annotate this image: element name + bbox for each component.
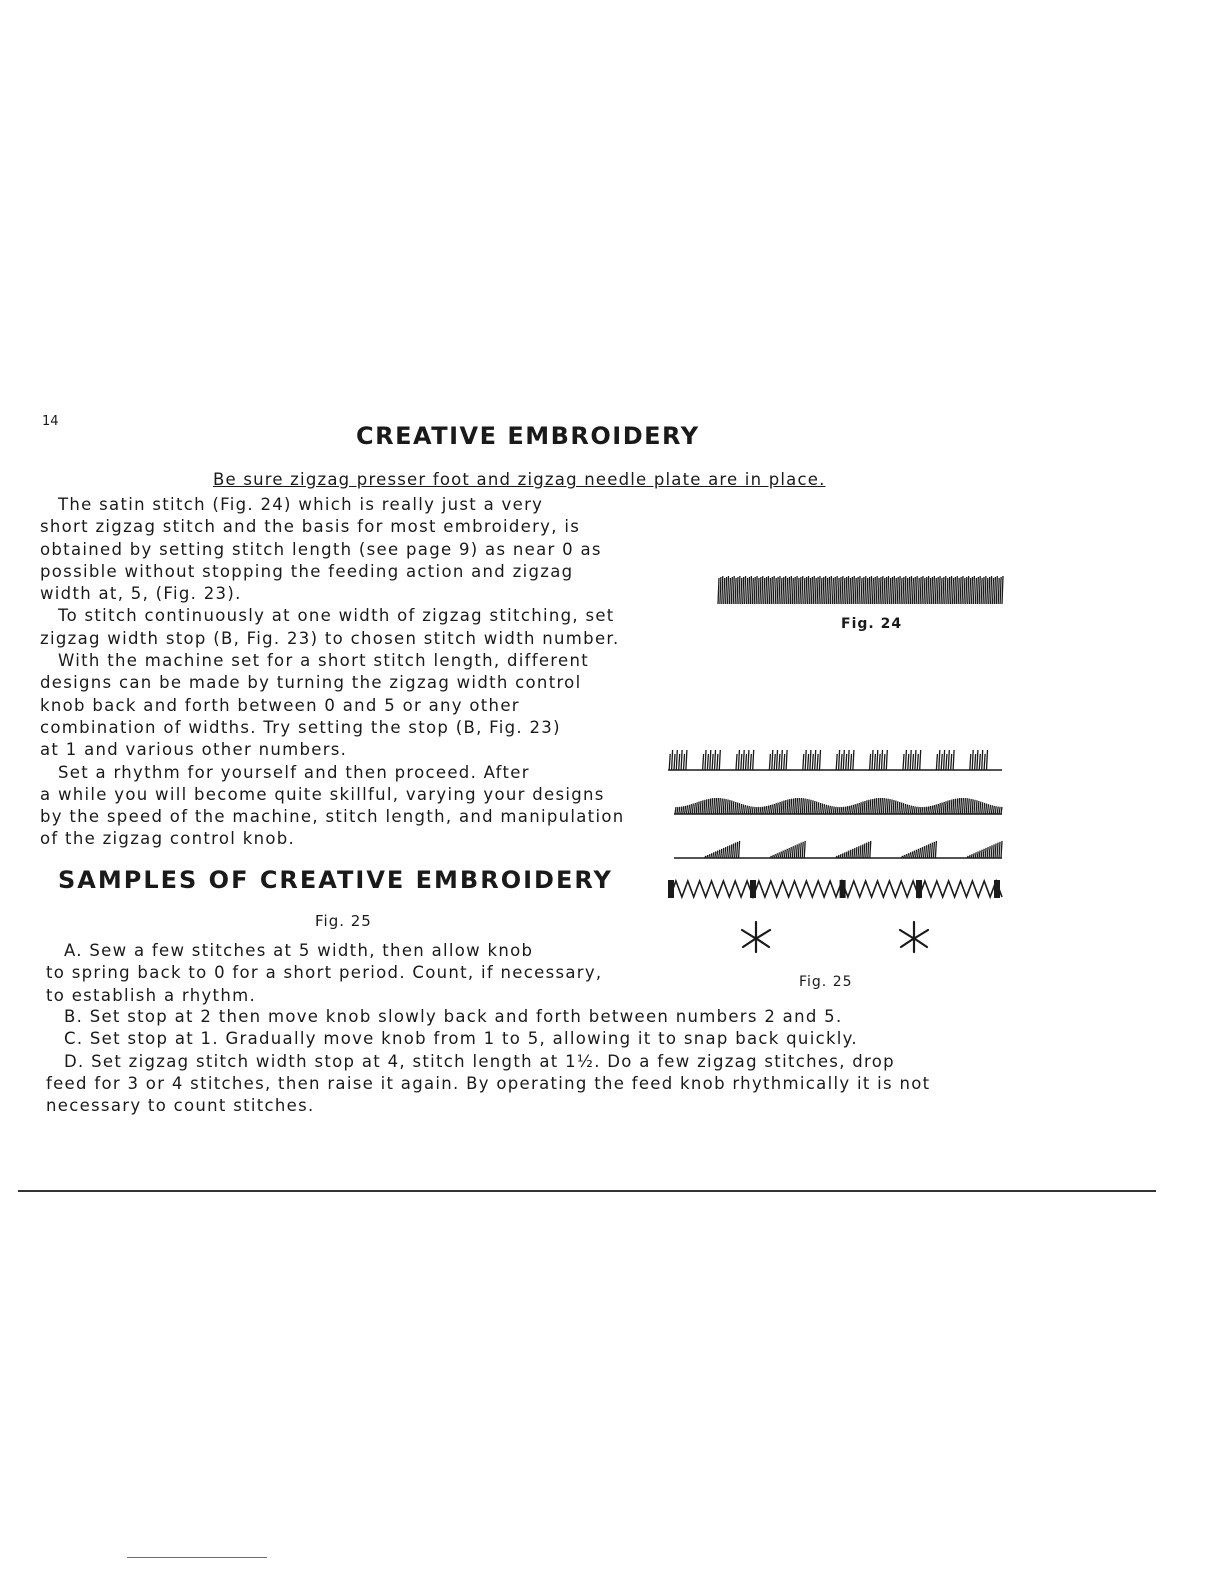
fig25-caption: Fig. 25 (799, 974, 853, 990)
sample-c-stitches (705, 841, 1002, 858)
sample-d-dense-block (750, 880, 756, 898)
text-line: To stitch continuously at one width of zigzag stitching, set (58, 606, 615, 626)
satin-stitch-paragraph (40, 494, 630, 851)
text-line: zigzag width stop (B, Fig. 23) to chosen stitch width number. (40, 628, 620, 648)
text-line: feed for 3 or 4 stitches, then raise it again. By operating the feed knob rhythmically it is not (46, 1073, 931, 1093)
instruction-note: Be sure zigzag presser foot and zigzag needle plate are in place. (213, 470, 826, 489)
text-line: possible without stopping the feeding action and zigzag (40, 561, 574, 581)
text-line: short zigzag stitch and the basis for most embroidery, is (40, 517, 581, 537)
text-line: a while you will become quite skillful, varying your designs (40, 784, 605, 804)
text-line: to establish a rhythm. (46, 985, 256, 1005)
text-line: D. Set zigzag stitch width stop at 4, stitch length at 1½. Do a few zigzag stitches, drop (64, 1051, 895, 1071)
text-line: to spring back to 0 for a short period. Count, if necessary, (46, 963, 603, 983)
sample-d-illustration (670, 878, 1002, 902)
text-line: width at, 5, (Fig. 23). (40, 584, 242, 604)
text-line: by the speed of the machine, stitch length, and manipulation (40, 807, 625, 827)
bottom-underline (127, 1557, 267, 1558)
text-line: at 1 and various other numbers. (40, 740, 348, 760)
text-line: Set a rhythm for yourself and then proceed. After (58, 762, 530, 782)
page-title: CREATIVE EMBROIDERY (356, 422, 700, 450)
sample-c-illustration (674, 836, 1002, 862)
satin-stitch-illustration (717, 574, 1003, 606)
sample-b-stitches (675, 798, 1002, 814)
text-line: combination of widths. Try setting the stop (B, Fig. 23) (40, 717, 561, 737)
text-line: A. Sew a few stitches at 5 width, then allow knob (64, 941, 534, 960)
text-line: designs can be made by turning the zigzag width control (40, 673, 582, 693)
sample-a-paragraph (46, 940, 636, 1007)
page-number: 14 (42, 414, 59, 429)
samples-bcd-paragraph (46, 1006, 976, 1117)
text-line: The satin stitch (Fig. 24) which is really just a very (58, 495, 544, 514)
text-line: C. Set stop at 1. Gradually move knob from 1 to 5, allowing it to snap back quickly. (64, 1029, 858, 1049)
sample-a-illustration (668, 748, 1002, 774)
text-line: B. Set stop at 2 then move knob slowly back and forth between numbers 2 and 5. (64, 1007, 843, 1026)
flower-motif-icon (736, 918, 776, 958)
text-line: necessary to count stitches. (46, 1096, 315, 1116)
text-line: knob back and forth between 0 and 5 or any other (40, 695, 520, 715)
section-subtitle: SAMPLES OF CREATIVE EMBROIDERY (58, 866, 613, 894)
text-line: of the zigzag control knob. (40, 829, 296, 849)
flower-motif-icon (894, 918, 934, 958)
sample-a-stitches (669, 750, 987, 770)
sample-d-zigzag (670, 881, 1002, 897)
sample-d-dense-block (840, 880, 846, 898)
text-line: obtained by setting stitch length (see page 9) as near 0 as (40, 539, 602, 559)
fig25-label: Fig. 25 (315, 912, 372, 930)
satin-stitch-marks (718, 576, 1003, 604)
sample-d-dense-block (994, 880, 1000, 898)
page-divider (18, 1190, 1156, 1192)
sample-d-dense-block (916, 880, 922, 898)
sample-b-illustration (674, 790, 1002, 816)
text-line: With the machine set for a short stitch length, different (58, 651, 589, 671)
sample-d-dense-block (668, 880, 674, 898)
fig24-caption: Fig. 24 (841, 616, 903, 632)
